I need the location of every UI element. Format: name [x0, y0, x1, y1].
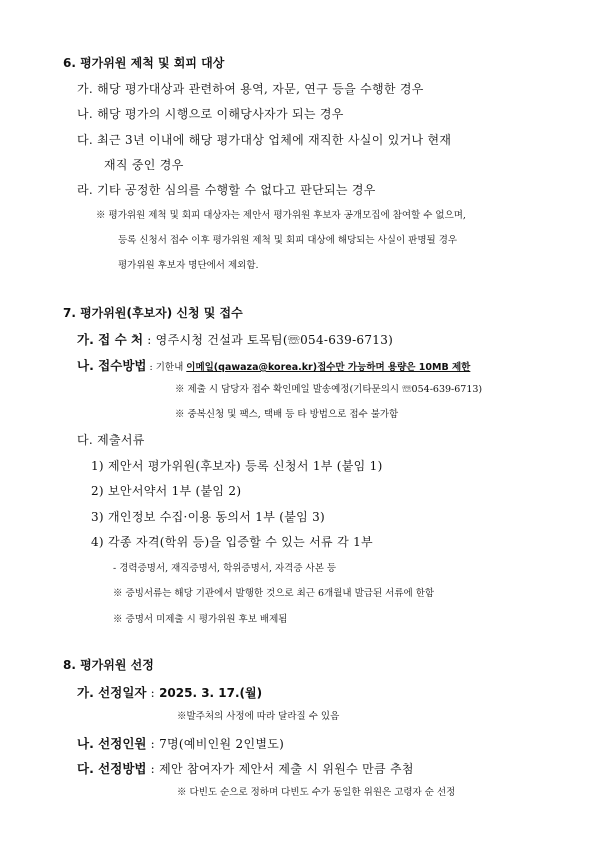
- section-7-item-na: [77, 355, 470, 374]
- section-7-na-note2: ※ 중복신청 및 팩스, 택배 등 타 방법으로 접수 불가함: [175, 409, 399, 420]
- section-8-item-na: [77, 733, 284, 752]
- section-7-doc-note1: ※ 증빙서류는 해당 기관에서 발행한 것으로 최근 6개월내 발급된 서류에 한함: [113, 588, 435, 599]
- section-7-doc-1: 1) 제안서 평가위원(후보자) 등록 신청서 1부 (붙임 1): [91, 459, 383, 473]
- section-7-ga-label: 가. 접 수 처: [77, 332, 144, 347]
- section-8-da-label: 다. 선정방법: [77, 761, 147, 776]
- section-7-doc-4: 4) 각종 자격(학위 등)을 입증할 수 있는 서류 각 1부: [91, 535, 373, 549]
- section-6-note-line3: 평가위원 후보자 명단에서 제외함.: [118, 260, 259, 271]
- section-8-item-da: [77, 758, 414, 777]
- section-6-item-da-line2: 재직 중인 경우: [104, 158, 184, 172]
- section-6-item-ga: 가. 해당 평가대상과 관련하여 용역, 자문, 연구 등을 수행한 경우: [77, 82, 424, 96]
- section-8-da-note: ※ 다빈도 순으로 정하며 다빈도 수가 동일한 위원은 고령자 순 선정: [177, 787, 456, 798]
- section-8-item-ga: [77, 682, 262, 701]
- section-7-na-prefix: : 기한내: [146, 362, 187, 373]
- section-7-doc-note2: ※ 증명서 미제출 시 평가위원 후보 배제됨: [113, 614, 288, 625]
- section-8-ga-note: ※발주처의 사정에 따라 달라질 수 있음: [177, 711, 340, 722]
- section-7-na-label: 나. 접수방법: [77, 358, 147, 373]
- section-8-da-value: 제안 참여자가 제안서 제출 시 위원수 만큼 추첨: [159, 762, 414, 776]
- section-6-heading: 6. 평가위원 제척 및 회피 대상: [63, 56, 225, 70]
- section-7-heading: 7. 평가위원(후보자) 신청 및 접수: [63, 306, 243, 320]
- section-8-heading: 8. 평가위원 선정: [63, 658, 154, 672]
- section-8-ga-separator: :: [146, 686, 160, 700]
- section-7-doc-sub: - 경력증명서, 재직증명서, 학위증명서, 자격증 사본 등: [113, 563, 337, 574]
- section-7-na-email-text: 이메일(qawaza@korea.kr)접수만 가능하며 용량은 10MB 제한: [186, 362, 471, 373]
- section-6-item-ra: 라. 기타 공정한 심의를 수행할 수 없다고 판단되는 경우: [77, 183, 376, 197]
- section-6-item-na: 나. 해당 평가의 시행으로 이해당사자가 되는 경우: [77, 107, 344, 121]
- section-7-na-note1: ※ 제출 시 담당자 접수 확인메일 발송예정(기타문의시 ☏054-639-6713): [175, 384, 483, 395]
- section-8-da-separator: :: [146, 762, 160, 776]
- section-6-note-line1: ※ 평가위원 제척 및 회피 대상자는 제안서 평가위원 후보자 공개모집에 참여할 수 없으며,: [96, 210, 466, 221]
- section-7-item-da: 다. 제출서류: [77, 433, 145, 447]
- section-8-ga-label: 가. 선정일자: [77, 685, 147, 700]
- section-6-note-line2: 등록 신청서 접수 이후 평가위원 제척 및 회피 대상에 해당되는 사실이 판명될 경우: [118, 235, 458, 246]
- section-7-ga-value: : 영주시청 건설과 토목팀(☏054-639-6713): [143, 333, 394, 347]
- section-8-na-value: 7명(예비인원 2인별도): [159, 737, 285, 751]
- section-8-ga-date: 2025. 3. 17.(월): [159, 686, 263, 700]
- section-7-doc-3: 3) 개인정보 수집·이용 동의서 1부 (붙임 3): [91, 510, 326, 524]
- section-8-na-separator: :: [146, 737, 160, 751]
- section-7-item-ga: [77, 329, 393, 348]
- section-7-doc-2: 2) 보안서약서 1부 (붙임 2): [91, 484, 242, 498]
- section-8-na-label: 나. 선정인원: [77, 736, 147, 751]
- section-6-item-da-line1: 다. 최근 3년 이내에 해당 평가대상 업체에 재직한 사실이 있거나 현재: [77, 133, 452, 147]
